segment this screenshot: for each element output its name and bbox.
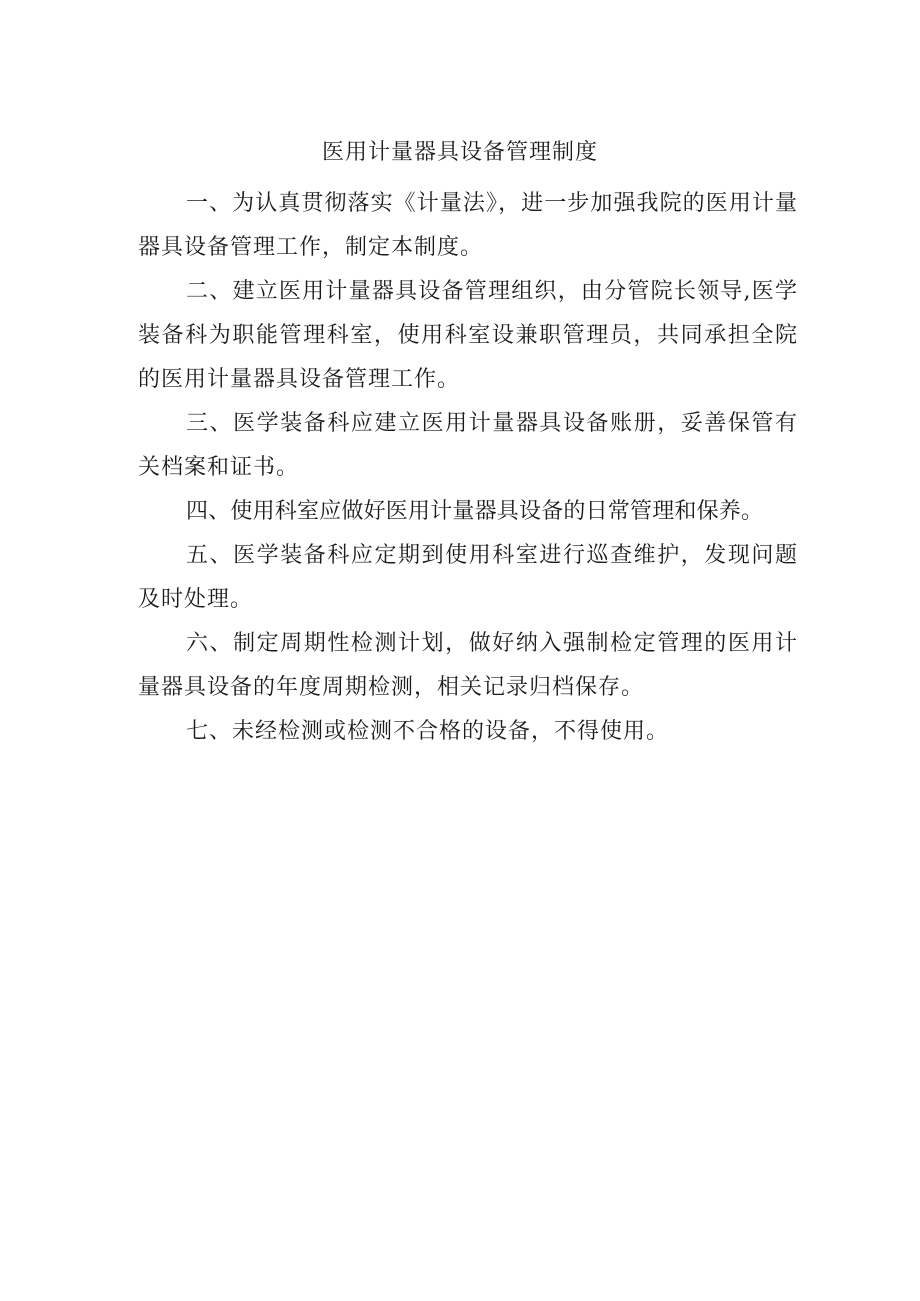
paragraph-4: 四、使用科室应做好医用计量器具设备的日常管理和保养。: [186, 499, 764, 524]
document-title: 医用计量器具设备管理制度: [321, 140, 598, 165]
paragraph-5: 五、医学装备科应定期到使用科室进行巡查维护，发现问题及时处理。: [138, 543, 798, 612]
paragraph-2: 二、建立医用计量器具设备管理组织，由分管院长领导,医学装备科为职能管理科室，使用科室设兼职管理员，共同承担全院的医用计量器具设备管理工作。: [138, 279, 798, 392]
paragraph-3: 三、医学装备科应建立医用计量器具设备账册，妥善保管有关档案和证书。: [138, 411, 798, 480]
paragraph-1: 一、为认真贯彻落实《计量法》，进一步加强我院的医用计量器具设备管理工作，制定本制度。: [138, 191, 798, 260]
document-body: [138, 182, 798, 754]
paragraph-6: 六、制定周期性检测计划，做好纳入强制检定管理的医用计量器具设备的年度周期检测，相关记录归档保存。: [138, 631, 798, 700]
paragraph-7: 七、未经检测或检测不合格的设备，不得使用。: [186, 719, 670, 744]
